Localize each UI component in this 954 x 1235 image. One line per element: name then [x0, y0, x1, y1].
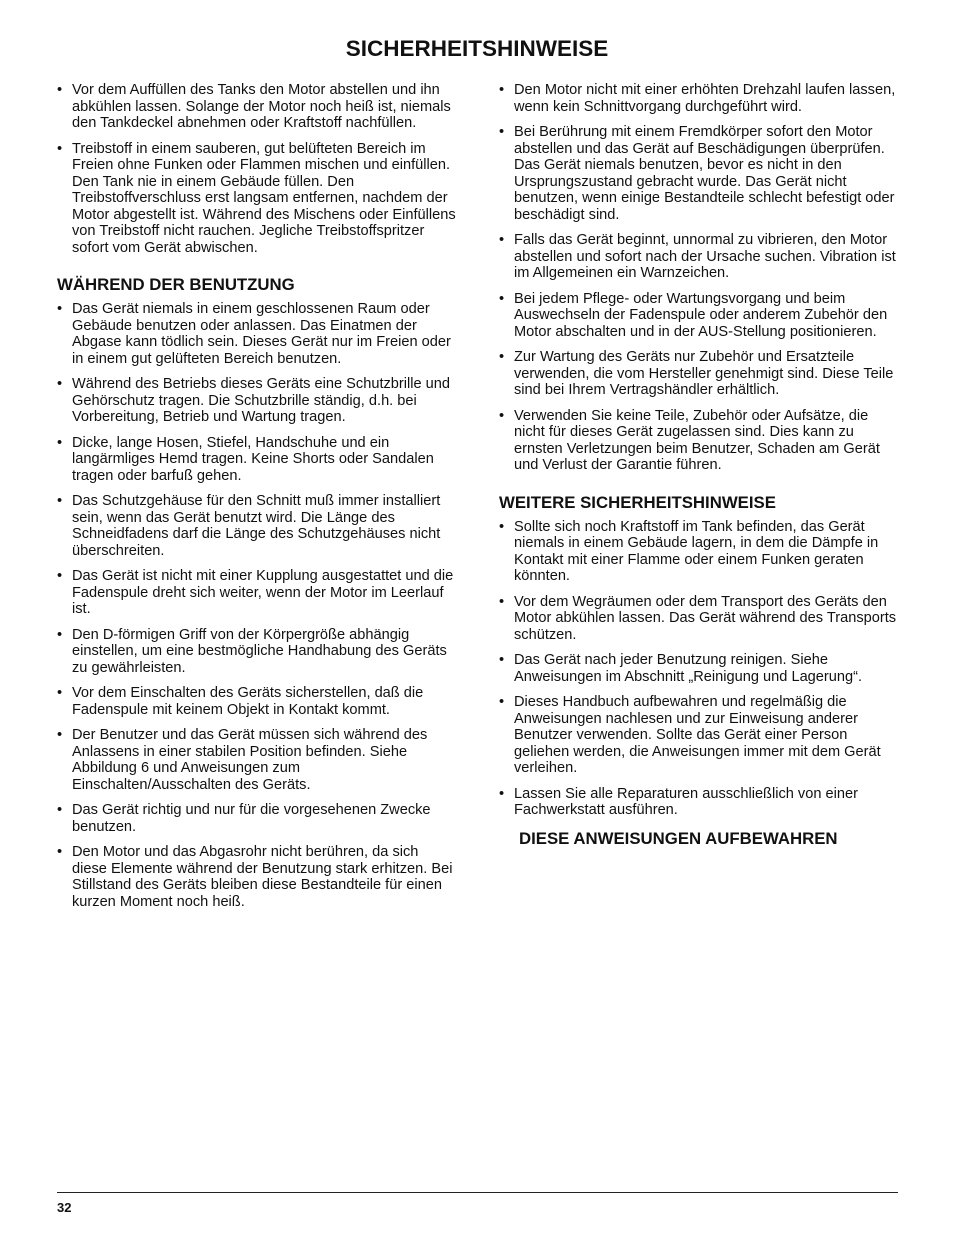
list-item: • Vor dem Auffüllen des Tanks den Motor abstellen und ihn abkühlen lassen. Solange der Motor noch heiß ist, niemals den Tankdeckel abnehmen oder Kraftstoff nachfüllen. [57, 82, 457, 132]
list-item: • Verwenden Sie keine Teile, Zubehör oder Aufsätze, die nicht für dieses Gerät zugelassen sind. Dies kann zu ernsten Verletzungen beim Benutzer, Schaden am Gerät und Verlust der Garantie führen. [499, 408, 899, 474]
left-intro-list [57, 82, 457, 256]
list-item: • Vor dem Wegräumen oder dem Transport des Geräts den Motor abkühlen lassen. Das Gerät während des Transports schützen. [499, 594, 899, 644]
page-number: 32 [57, 1200, 72, 1215]
list-item: • Das Gerät richtig und nur für die vorgesehenen Zwecke benutzen. [57, 802, 457, 835]
closing-heading: DIESE ANWEISUNGEN AUFBEWAHREN [519, 828, 838, 848]
footer-divider [57, 1192, 898, 1193]
right-intro-list [499, 82, 899, 474]
list-item: • Dieses Handbuch aufbewahren und regelmäßig die Anweisungen nachlesen und zur Einweisung anderer Benutzer verwenden. Sollte das Gerät einer Person geliehen werden, die Anweisungen immer mit dem Gerät verleihen. [499, 694, 899, 777]
list-item: • Sollte sich noch Kraftstoff im Tank befinden, das Gerät niemals in einem Gebäude lagern, in dem die Dämpfe in Kontakt mit einer Flamme oder einem Funken geraten könnten. [499, 519, 899, 585]
list-item: • Falls das Gerät beginnt, unnormal zu vibrieren, den Motor abstellen und sofort nach der Ursache suchen. Vibration ist im Allgemeinen ein Warnzeichen. [499, 232, 899, 282]
list-item: • Treibstoff in einem sauberen, gut belüfteten Bereich im Freien ohne Funken oder Flammen mischen und einfüllen. Den Tank nie in einem Gebäude füllen. Den Treibstoffverschluss erst langsam entfernen, nachdem der Motor abgestellt ist. Während des Mischens oder Einfüllens von Treibstoff nicht rauchen. Jegliche Treibstoffspritzer sofort vom Gerät abwischen. [57, 141, 457, 257]
list-item: • Während des Betriebs dieses Geräts eine Schutzbrille und Gehörschutz tragen. Die Schutzbrille ständig, d.h. bei Vorbereitung, Betrieb und Wartung tragen. [57, 376, 457, 426]
list-item: • Der Benutzer und das Gerät müssen sich während des Anlassens in einer stabilen Position befinden. Siehe Abbildung 6 und Anweisungen zum Einschalten/Ausschalten des Geräts. [57, 727, 457, 793]
list-item: • Das Gerät niemals in einem geschlossenen Raum oder Gebäude benutzen oder anlassen. Das Einatmen der Abgase kann tödlich sein. Dieses Gerät nur im Freien oder in einem gut gelüfteten Bereich benutzen. [57, 301, 457, 367]
list-item: • Das Schutzgehäuse für den Schnitt muß immer installiert sein, wenn das Gerät benutzt wird. Die Länge des Schneidfadens darf die Länge des Schutzgehäuses nicht überschreiten. [57, 493, 457, 559]
usage-list [57, 301, 457, 910]
list-item: • Das Gerät ist nicht mit einer Kupplung ausgestattet und die Fadenspule dreht sich weiter, wenn der Motor im Leerlauf ist. [57, 568, 457, 618]
further-safety-list [499, 519, 899, 819]
list-item: • Den D-förmigen Griff von der Körpergröße abhängig einstellen, um eine bestmögliche Handhabung des Geräts zu gewährleisten. [57, 627, 457, 677]
page-title: SICHERHEITSHINWEISE [345, 36, 609, 61]
list-item: • Bei jedem Pflege- oder Wartungsvorgang und beim Auswechseln der Fadenspule oder anderem Zubehör den Motor abschalten und in der AUS-Stellung positionieren. [499, 291, 899, 341]
section-heading-further-safety: WEITERE SICHERHEITSHINWEISE [499, 492, 776, 512]
list-item: • Den Motor und das Abgasrohr nicht berühren, da sich diese Elemente während der Benutzung stark erhitzen. Bei Stillstand des Geräts bleiben diese Bestandteile für einen kurzen Moment noch heiß. [57, 844, 457, 910]
left-column [57, 82, 457, 919]
list-item: • Lassen Sie alle Reparaturen ausschließlich von einer Fachwerkstatt ausführen. [499, 786, 899, 819]
right-column [499, 82, 899, 849]
list-item: • Vor dem Einschalten des Geräts sicherstellen, daß die Fadenspule mit keinem Objekt in Kontakt kommt. [57, 685, 457, 718]
list-item: • Bei Berührung mit einem Fremdkörper sofort den Motor abstellen und das Gerät auf Beschädigungen überprüfen. Das Gerät niemals benutzen, bevor es nicht in den Ursprungszustand gebracht wurde. Das Gerät nicht benutzen, wenn einige Bestandteile schlecht befestigt oder beschädigt sind. [499, 124, 899, 223]
list-item: • Den Motor nicht mit einer erhöhten Drehzahl laufen lassen, wenn kein Schnittvorgang durchgeführt wird. [499, 82, 899, 115]
section-heading-usage: WÄHREND DER BENUTZUNG [57, 275, 295, 294]
list-item: • Zur Wartung des Geräts nur Zubehör und Ersatzteile verwenden, die vom Hersteller genehmigt sind. Diese Teile sind bei Ihrem Vertragshändler erhältlich. [499, 349, 899, 399]
list-item: • Das Gerät nach jeder Benutzung reinigen. Siehe Anweisungen im Abschnitt „Reinigung und Lagerung“. [499, 652, 899, 685]
list-item: • Dicke, lange Hosen, Stiefel, Handschuhe und ein langärmliges Hemd tragen. Keine Shorts oder Sandalen tragen oder barfuß gehen. [57, 435, 457, 485]
